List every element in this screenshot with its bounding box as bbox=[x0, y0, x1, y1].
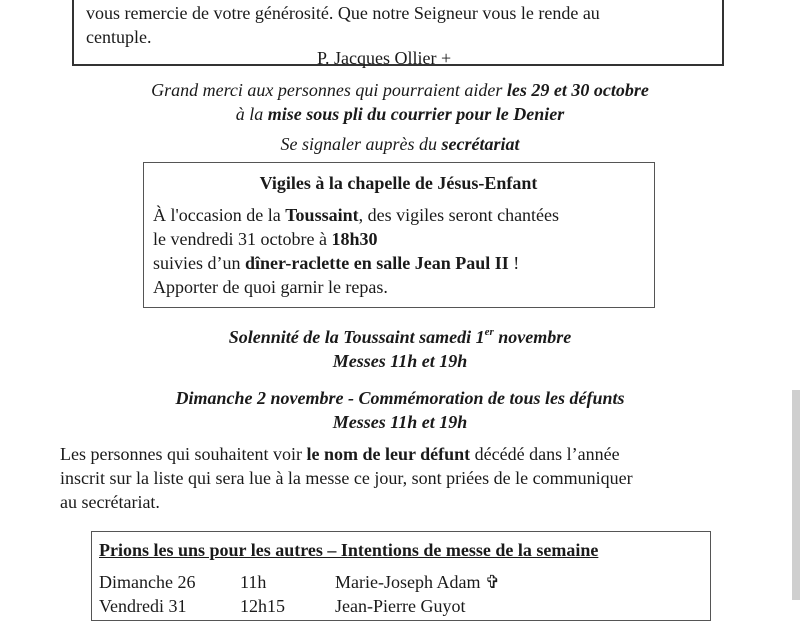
vigiles-line-4: Apporter de quoi garnir le repas. bbox=[153, 277, 388, 297]
intentions-row-2-name: Jean-Pierre Guyot bbox=[335, 596, 466, 616]
intentions-box bbox=[91, 531, 711, 621]
vigiles-title: Vigiles à la chapelle de Jésus-Enfant bbox=[259, 173, 538, 193]
thanks-line-1: Grand merci aux personnes qui pourraient aider les 29 et 30 octobre bbox=[151, 80, 649, 100]
intentions-row-1-name: Marie-Joseph Adam ✞ bbox=[335, 572, 501, 592]
letter-signature: P. Jacques Ollier + bbox=[317, 48, 452, 68]
intentions-row-2-day: Vendredi 31 bbox=[99, 596, 187, 616]
defunts-line-1: Dimanche 2 novembre - Commémoration de tous les défunts bbox=[175, 388, 625, 408]
intentions-title: Prions les uns pour les autres – Intentions de messe de la semaine bbox=[99, 540, 599, 560]
notice-line-2: inscrit sur la liste qui sera lue à la messe ce jour, sont priées de le communiquer bbox=[60, 468, 633, 488]
letter-line-1: vous remercie de votre générosité. Que notre Seigneur vous le rende au bbox=[86, 3, 600, 23]
thanks-line-3: Se signaler auprès du secrétariat bbox=[280, 134, 520, 154]
scrollbar[interactable] bbox=[792, 390, 800, 600]
notice-line-3: au secrétariat. bbox=[60, 492, 160, 512]
letter-line-2: centuple. bbox=[86, 27, 152, 47]
toussaint-line-1: Solennité de la Toussaint samedi 1er novembre bbox=[228, 326, 572, 347]
toussaint-line-2: Messes 11h et 19h bbox=[332, 351, 468, 371]
intentions-row-1-day: Dimanche 26 bbox=[99, 572, 196, 592]
thanks-line-2: à la mise sous pli du courrier pour le Denier bbox=[235, 104, 565, 124]
intentions-row-2-time: 12h15 bbox=[240, 596, 285, 616]
vigiles-box bbox=[143, 162, 655, 308]
vigiles-line-3: suivies d’un dîner-raclette en salle Jean Paul II ! bbox=[153, 253, 520, 273]
vigiles-line-1: À l'occasion de la Toussaint, des vigiles seront chantées bbox=[153, 205, 560, 225]
vigiles-line-2: le vendredi 31 octobre à 18h30 bbox=[153, 229, 378, 249]
defunts-line-2: Messes 11h et 19h bbox=[332, 412, 468, 432]
intentions-row-1-time: 11h bbox=[240, 572, 267, 592]
notice-line-1: Les personnes qui souhaitent voir le nom de leur défunt décédé dans l’année bbox=[60, 444, 620, 464]
cross-icon: ✞ bbox=[484, 572, 501, 592]
